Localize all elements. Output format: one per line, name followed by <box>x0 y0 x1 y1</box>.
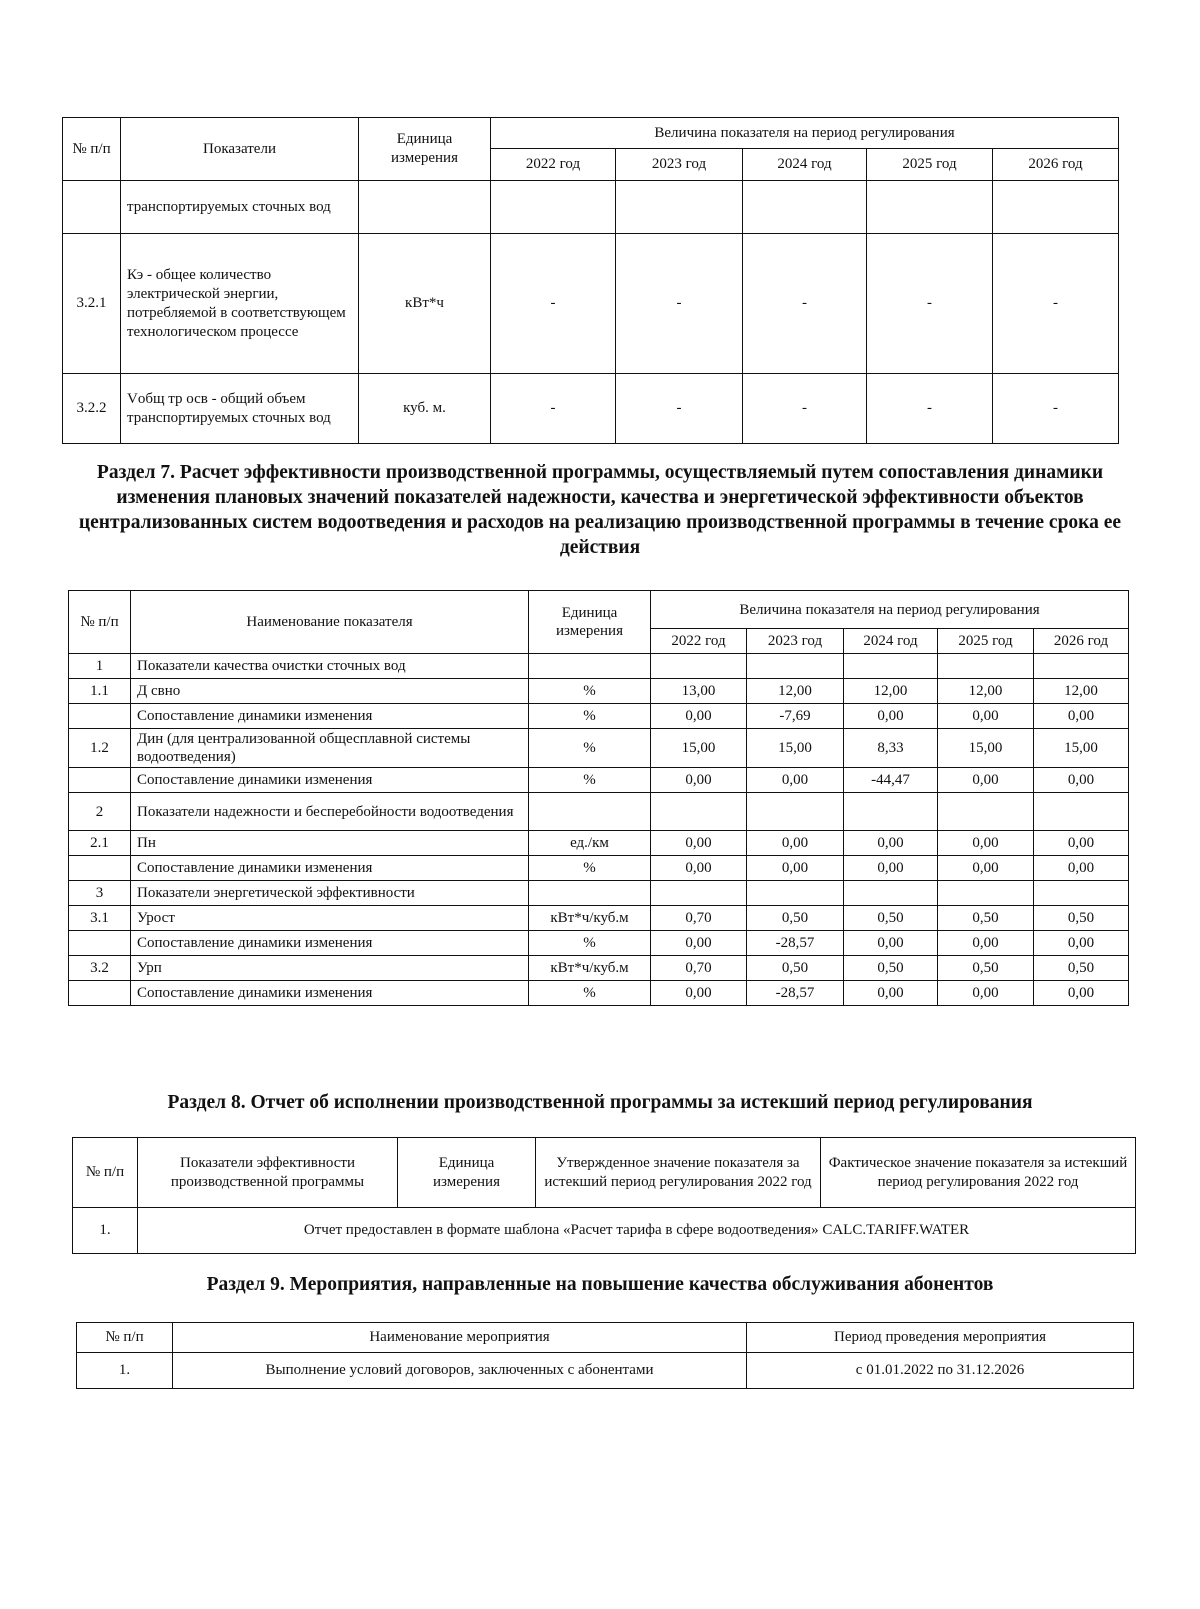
year-header: 2024 год <box>844 629 938 654</box>
row-value: 0,70 <box>651 956 747 981</box>
row-name: Показатели надежности и бесперебойности водоотведения <box>131 793 529 831</box>
year-header: 2022 год <box>491 149 616 181</box>
row-value: 0,00 <box>1034 856 1129 881</box>
row-value: 0,00 <box>1034 704 1129 729</box>
row-value: 0,00 <box>938 831 1034 856</box>
row-name: Показатели энергетической эффективности <box>131 881 529 906</box>
header-indicators: Показатели эффективности производственной программы <box>138 1138 398 1208</box>
row-text: Отчет предоставлен в формате шаблона «Расчет тарифа в сфере водоотведения» CALC.TARIFF.WATER <box>138 1208 1136 1254</box>
row-value: 0,70 <box>651 906 747 931</box>
measures-table <box>76 1322 1134 1389</box>
row-unit <box>529 793 651 831</box>
row-num <box>63 181 121 234</box>
row-value: - <box>491 234 616 374</box>
row-value: 0,00 <box>938 768 1034 793</box>
row-value: 0,50 <box>747 956 844 981</box>
row-value: 0,50 <box>747 906 844 931</box>
year-header: 2025 год <box>938 629 1034 654</box>
row-num: 3.2.2 <box>63 374 121 444</box>
row-name: Пн <box>131 831 529 856</box>
row-value <box>651 793 747 831</box>
year-header: 2026 год <box>993 149 1119 181</box>
header-num: № п/п <box>73 1138 138 1208</box>
row-num: 1.2 <box>69 729 131 768</box>
header-unit: Единица измерения <box>398 1138 536 1208</box>
row-value: 15,00 <box>938 729 1034 768</box>
header-num: № п/п <box>69 591 131 654</box>
row-value: 0,00 <box>747 856 844 881</box>
row-num: 2 <box>69 793 131 831</box>
row-num: 1. <box>73 1208 138 1254</box>
section-7-title: Раздел 7. Расчет эффективности производственной программы, осуществляемый путем сопоставления динамики изменения плановых значений показателей надежности, качества и энергетической эффективности объектов централизованных систем водоотведения и расходов на реализацию производственной программы в течение срока ее действия <box>78 462 1122 558</box>
row-value: 0,00 <box>1034 831 1129 856</box>
row-name: Сопоставление динамики изменения <box>131 704 529 729</box>
row-value <box>844 881 938 906</box>
row-name: Урп <box>131 956 529 981</box>
row-value: 0,00 <box>938 856 1034 881</box>
row-value: 12,00 <box>747 679 844 704</box>
row-unit: % <box>529 679 651 704</box>
row-num: 3.1 <box>69 906 131 931</box>
row-value: -44,47 <box>844 768 938 793</box>
row-unit <box>529 881 651 906</box>
row-name: Д свно <box>131 679 529 704</box>
row-value <box>747 654 844 679</box>
row-value: 0,00 <box>747 768 844 793</box>
row-unit <box>529 654 651 679</box>
row-name: Показатели качества очистки сточных вод <box>131 654 529 679</box>
row-period: с 01.01.2022 по 31.12.2026 <box>747 1353 1134 1389</box>
row-value: 0,00 <box>747 831 844 856</box>
header-num: № п/п <box>63 118 121 181</box>
row-value: 0,00 <box>938 704 1034 729</box>
row-unit: % <box>529 856 651 881</box>
row-num <box>69 856 131 881</box>
row-value <box>938 881 1034 906</box>
row-value: 0,00 <box>651 981 747 1006</box>
table-row <box>69 768 1129 793</box>
section-8-title: Раздел 8. Отчет об исполнении производственной программы за истекший период регулирования <box>167 1092 1033 1113</box>
header-num: № п/п <box>77 1323 173 1353</box>
row-value: 0,00 <box>651 768 747 793</box>
row-value <box>993 181 1119 234</box>
header-period: Период проведения мероприятия <box>747 1323 1134 1353</box>
row-unit: % <box>529 729 651 768</box>
table-body <box>63 181 1119 444</box>
row-value: 0,00 <box>938 931 1034 956</box>
header-name: Показатели <box>121 118 359 181</box>
row-value <box>747 793 844 831</box>
row-value: 0,00 <box>844 856 938 881</box>
row-value <box>938 654 1034 679</box>
year-header: 2023 год <box>747 629 844 654</box>
row-value <box>1034 881 1129 906</box>
row-unit: % <box>529 981 651 1006</box>
row-name: Урост <box>131 906 529 931</box>
row-value: -7,69 <box>747 704 844 729</box>
row-value <box>1034 793 1129 831</box>
row-value: 0,00 <box>1034 768 1129 793</box>
row-value: 0,00 <box>651 931 747 956</box>
row-unit: кВт*ч <box>359 234 491 374</box>
row-num: 3.2.1 <box>63 234 121 374</box>
section-9-title: Раздел 9. Мероприятия, направленные на повышение качества обслуживания абонентов <box>206 1274 994 1295</box>
row-value: 0,50 <box>844 906 938 931</box>
row-value <box>651 654 747 679</box>
row-value <box>747 881 844 906</box>
row-num <box>69 931 131 956</box>
row-value: 15,00 <box>1034 729 1129 768</box>
row-value: - <box>867 234 993 374</box>
row-unit: кВт*ч/куб.м <box>529 906 651 931</box>
row-name: Сопоставление динамики изменения <box>131 931 529 956</box>
year-header: 2026 год <box>1034 629 1129 654</box>
row-num <box>69 768 131 793</box>
row-value: 8,33 <box>844 729 938 768</box>
row-value: - <box>616 374 743 444</box>
year-header: 2023 год <box>616 149 743 181</box>
header-period: Величина показателя на период регулирования <box>491 118 1119 149</box>
year-header: 2024 год <box>743 149 867 181</box>
row-name: Сопоставление динамики изменения <box>131 768 529 793</box>
year-header: 2022 год <box>651 629 747 654</box>
table-row <box>69 956 1129 981</box>
row-value: 0,00 <box>844 981 938 1006</box>
row-value: 13,00 <box>651 679 747 704</box>
year-header: 2025 год <box>867 149 993 181</box>
row-unit: % <box>529 768 651 793</box>
table-row <box>77 1353 1134 1389</box>
row-unit: куб. м. <box>359 374 491 444</box>
table-row <box>69 679 1129 704</box>
row-value: 0,00 <box>651 704 747 729</box>
table-row <box>69 881 1129 906</box>
row-unit: кВт*ч/куб.м <box>529 956 651 981</box>
table-body <box>69 654 1129 1006</box>
row-num: 1 <box>69 654 131 679</box>
row-value: 0,00 <box>651 856 747 881</box>
row-value: 0,50 <box>1034 906 1129 931</box>
row-num: 3 <box>69 881 131 906</box>
row-value: 12,00 <box>1034 679 1129 704</box>
row-value: - <box>867 374 993 444</box>
row-name: Кэ - общее количество электрической энергии, потребляемой в соответствующем технологическом процессе <box>121 234 359 374</box>
table-row <box>69 931 1129 956</box>
header-period: Величина показателя на период регулирования <box>651 591 1129 629</box>
row-value: -28,57 <box>747 931 844 956</box>
row-unit: % <box>529 931 651 956</box>
row-value: 0,00 <box>1034 931 1129 956</box>
row-num <box>69 704 131 729</box>
table-row <box>69 856 1129 881</box>
row-value: 0,00 <box>844 704 938 729</box>
row-value: 0,50 <box>938 906 1034 931</box>
row-value: 0,50 <box>844 956 938 981</box>
row-value <box>743 181 867 234</box>
row-value: - <box>616 234 743 374</box>
row-value: - <box>491 374 616 444</box>
row-value: 0,00 <box>938 981 1034 1006</box>
row-value <box>1034 654 1129 679</box>
row-value: 12,00 <box>938 679 1034 704</box>
table-row <box>63 181 1119 234</box>
row-value: - <box>993 374 1119 444</box>
report-table <box>72 1137 1136 1254</box>
header-name: Наименование показателя <box>131 591 529 654</box>
row-value: 0,00 <box>844 831 938 856</box>
row-value <box>844 654 938 679</box>
efficiency-table <box>68 590 1129 1006</box>
row-value: - <box>993 234 1119 374</box>
row-name: Сопоставление динамики изменения <box>131 981 529 1006</box>
row-unit <box>359 181 491 234</box>
table-row <box>69 793 1129 831</box>
row-value <box>616 181 743 234</box>
row-value <box>867 181 993 234</box>
row-value <box>844 793 938 831</box>
indicators-table-continued <box>62 117 1119 444</box>
table-row <box>69 654 1129 679</box>
table-row <box>69 906 1129 931</box>
row-num <box>69 981 131 1006</box>
row-value: 0,00 <box>651 831 747 856</box>
table-row <box>69 831 1129 856</box>
row-value: -28,57 <box>747 981 844 1006</box>
row-name: Vобщ тр осв - общий объем транспортируемых сточных вод <box>121 374 359 444</box>
row-name: Сопоставление динамики изменения <box>131 856 529 881</box>
row-value: 0,00 <box>844 931 938 956</box>
row-num: 3.2 <box>69 956 131 981</box>
row-value: 0,50 <box>938 956 1034 981</box>
row-unit: ед./км <box>529 831 651 856</box>
row-value: 15,00 <box>651 729 747 768</box>
table-row <box>63 234 1119 374</box>
row-value: - <box>743 234 867 374</box>
header-unit: Единица измерения <box>529 591 651 654</box>
table-row <box>69 704 1129 729</box>
table-row <box>73 1208 1136 1254</box>
row-value <box>938 793 1034 831</box>
row-name: транспортируемых сточных вод <box>121 181 359 234</box>
row-value <box>651 881 747 906</box>
row-num: 1. <box>77 1353 173 1389</box>
row-measure: Выполнение условий договоров, заключенных с абонентами <box>173 1353 747 1389</box>
header-approved: Утвержденное значение показателя за истекший период регулирования 2022 год <box>536 1138 821 1208</box>
row-unit: % <box>529 704 651 729</box>
row-num: 2.1 <box>69 831 131 856</box>
header-actual: Фактическое значение показателя за истекший период регулирования 2022 год <box>821 1138 1136 1208</box>
header-unit: Единица измерения <box>359 118 491 181</box>
row-value: 12,00 <box>844 679 938 704</box>
row-value: 0,50 <box>1034 956 1129 981</box>
table-row <box>69 729 1129 768</box>
row-value: - <box>743 374 867 444</box>
row-num: 1.1 <box>69 679 131 704</box>
row-value <box>491 181 616 234</box>
table-row <box>69 981 1129 1006</box>
row-value: 15,00 <box>747 729 844 768</box>
table-row <box>63 374 1119 444</box>
row-name: Дин (для централизованной общесплавной системы водоотведения) <box>131 729 529 768</box>
row-value: 0,00 <box>1034 981 1129 1006</box>
header-measure: Наименование мероприятия <box>173 1323 747 1353</box>
